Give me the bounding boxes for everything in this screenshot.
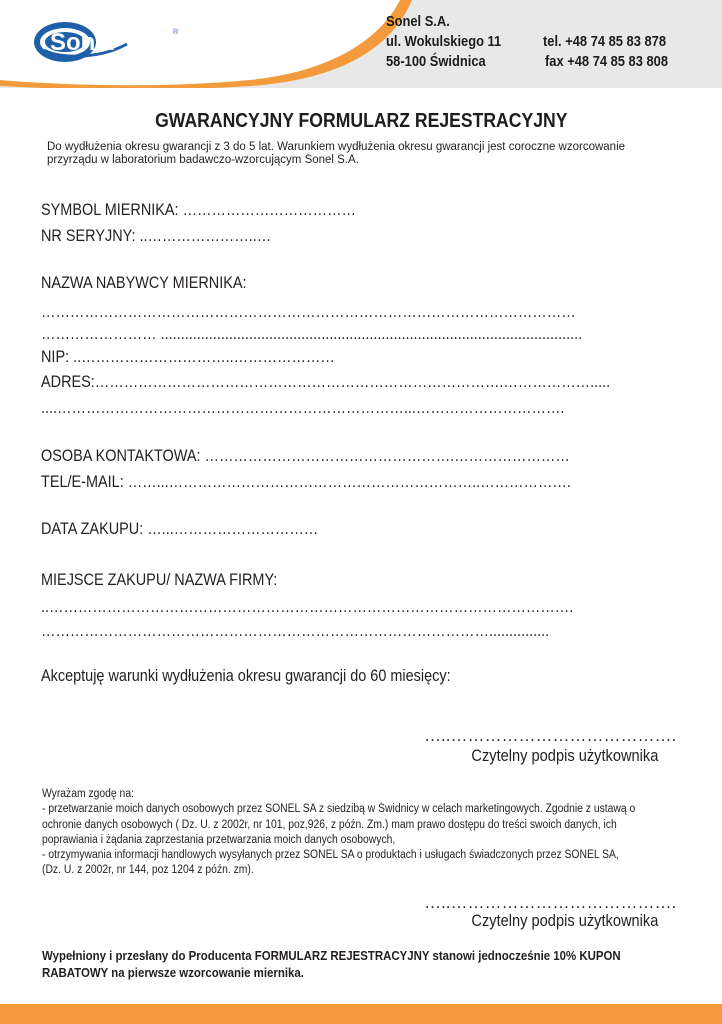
company-street: ul. Wokulskiego 11 [386, 33, 502, 50]
svg-text:Sonel: Sonel [50, 29, 116, 56]
buyer-name-line-1[interactable]: ………………………………………………………………………………………………… [41, 302, 576, 321]
buyer-name-line-2[interactable]: …………………… ......................................................................................................... [41, 324, 583, 343]
company-city: 58-100 Świdnica [386, 53, 486, 70]
intro-line-2: przyrządu w laboratorium badawczo-wzorcującym Sonel S.A. [47, 154, 359, 166]
tel-email-field[interactable]: TEL/E-MAIL: ……...………………………………………………………..………………. [41, 472, 571, 491]
coupon-note-line-2: RABATOWY na pierwsze wzorcowanie miernika. [42, 965, 304, 980]
signature-label-1: Czytelny podpis użytkownika [471, 746, 658, 765]
purchase-place-line-1[interactable]: ..………………………………………………………………………………………………. [41, 597, 574, 616]
intro-text [47, 141, 667, 167]
company-fax: fax +48 74 85 83 808 [545, 53, 669, 70]
serial-field[interactable]: NR SERYJNY: ..…………………..… [41, 226, 272, 245]
consent-line-4: poprawiania i żądania zaprzestania przetwarzania moich danych osobowych, [42, 833, 396, 846]
coupon-note [42, 947, 700, 981]
purchase-place-label: MIEJSCE ZAKUPU/ NAZWA FIRMY: [41, 570, 278, 589]
bottom-accent-bar [0, 1004, 722, 1024]
nip-field[interactable]: NIP: ..…………………………..………………… [41, 347, 335, 366]
consent-line-6: (Dz. U. z 2002r, nr 144, poz 1204 z późn. zm). [42, 864, 254, 877]
sonel-logo [32, 20, 182, 64]
document-title: GWARANCYJNY FORMULARZ REJESTRACYJNY [154, 110, 568, 132]
signature-label-2: Czytelny podpis użytkownika [471, 911, 658, 930]
consent-line-5: - otrzymywania informacji handlowych wysyłanych przez SONEL SA o produktach i usługach świadczonych przez SONEL SA, [42, 849, 619, 862]
buyer-name-label: NAZWA NABYWCY MIERNIKA: [41, 273, 247, 292]
consent-text [42, 787, 672, 879]
coupon-note-line-1: Wypełniony i przesłany do Producenta FORMULARZ REJESTRACYJNY stanowi jednocześnie 10% KUPON [42, 948, 621, 963]
contact-person-field[interactable]: OSOBA KONTAKTOWA: …………………………………………….…………………… [41, 446, 570, 465]
address-line-2[interactable]: ....………………………………………………………………...…………………………. [41, 398, 565, 417]
company-tel: tel. +48 74 85 83 878 [543, 33, 667, 50]
purchase-date-field[interactable]: DATA ZAKUPU: …...………………………… [41, 519, 319, 538]
address-field[interactable]: ADRES:………………………………………………………………………….………………..... [41, 372, 611, 391]
signature-line-2[interactable]: …..…………………………………. [424, 893, 677, 912]
consent-line-1: Wyrażam zgodę na: [42, 788, 134, 800]
signature-line-1[interactable]: …..…………………………………. [424, 726, 677, 745]
symbol-field[interactable]: SYMBOL MIERNIKA: ……………………………… [41, 200, 356, 219]
consent-line-3: ochronie danych osobowych ( Dz. U. z 2002r, nr 101, poz,926, z późn. Zm.) mam prawo dostępu do treści swoich danych, ich [42, 818, 617, 831]
acceptance-statement: Akceptuję warunki wydłużenia okresu gwarancji do 60 miesięcy: [41, 666, 451, 685]
svg-text:®: ® [173, 29, 179, 36]
company-name: Sonel S.A. [386, 13, 450, 30]
purchase-place-line-2[interactable]: …………………………………………………………………………………............... [41, 621, 550, 640]
intro-line-1: Do wydłużenia okresu gwarancji z 3 do 5 lat. Warunkiem wydłużenia okresu gwarancji jest coroczne wzorcowanie [47, 141, 626, 153]
consent-line-2: - przetwarzanie moich danych osobowych przez SONEL SA z siedzibą w Świdnicy w celach marketingowych. Zgodnie z ustawą o [42, 803, 636, 816]
